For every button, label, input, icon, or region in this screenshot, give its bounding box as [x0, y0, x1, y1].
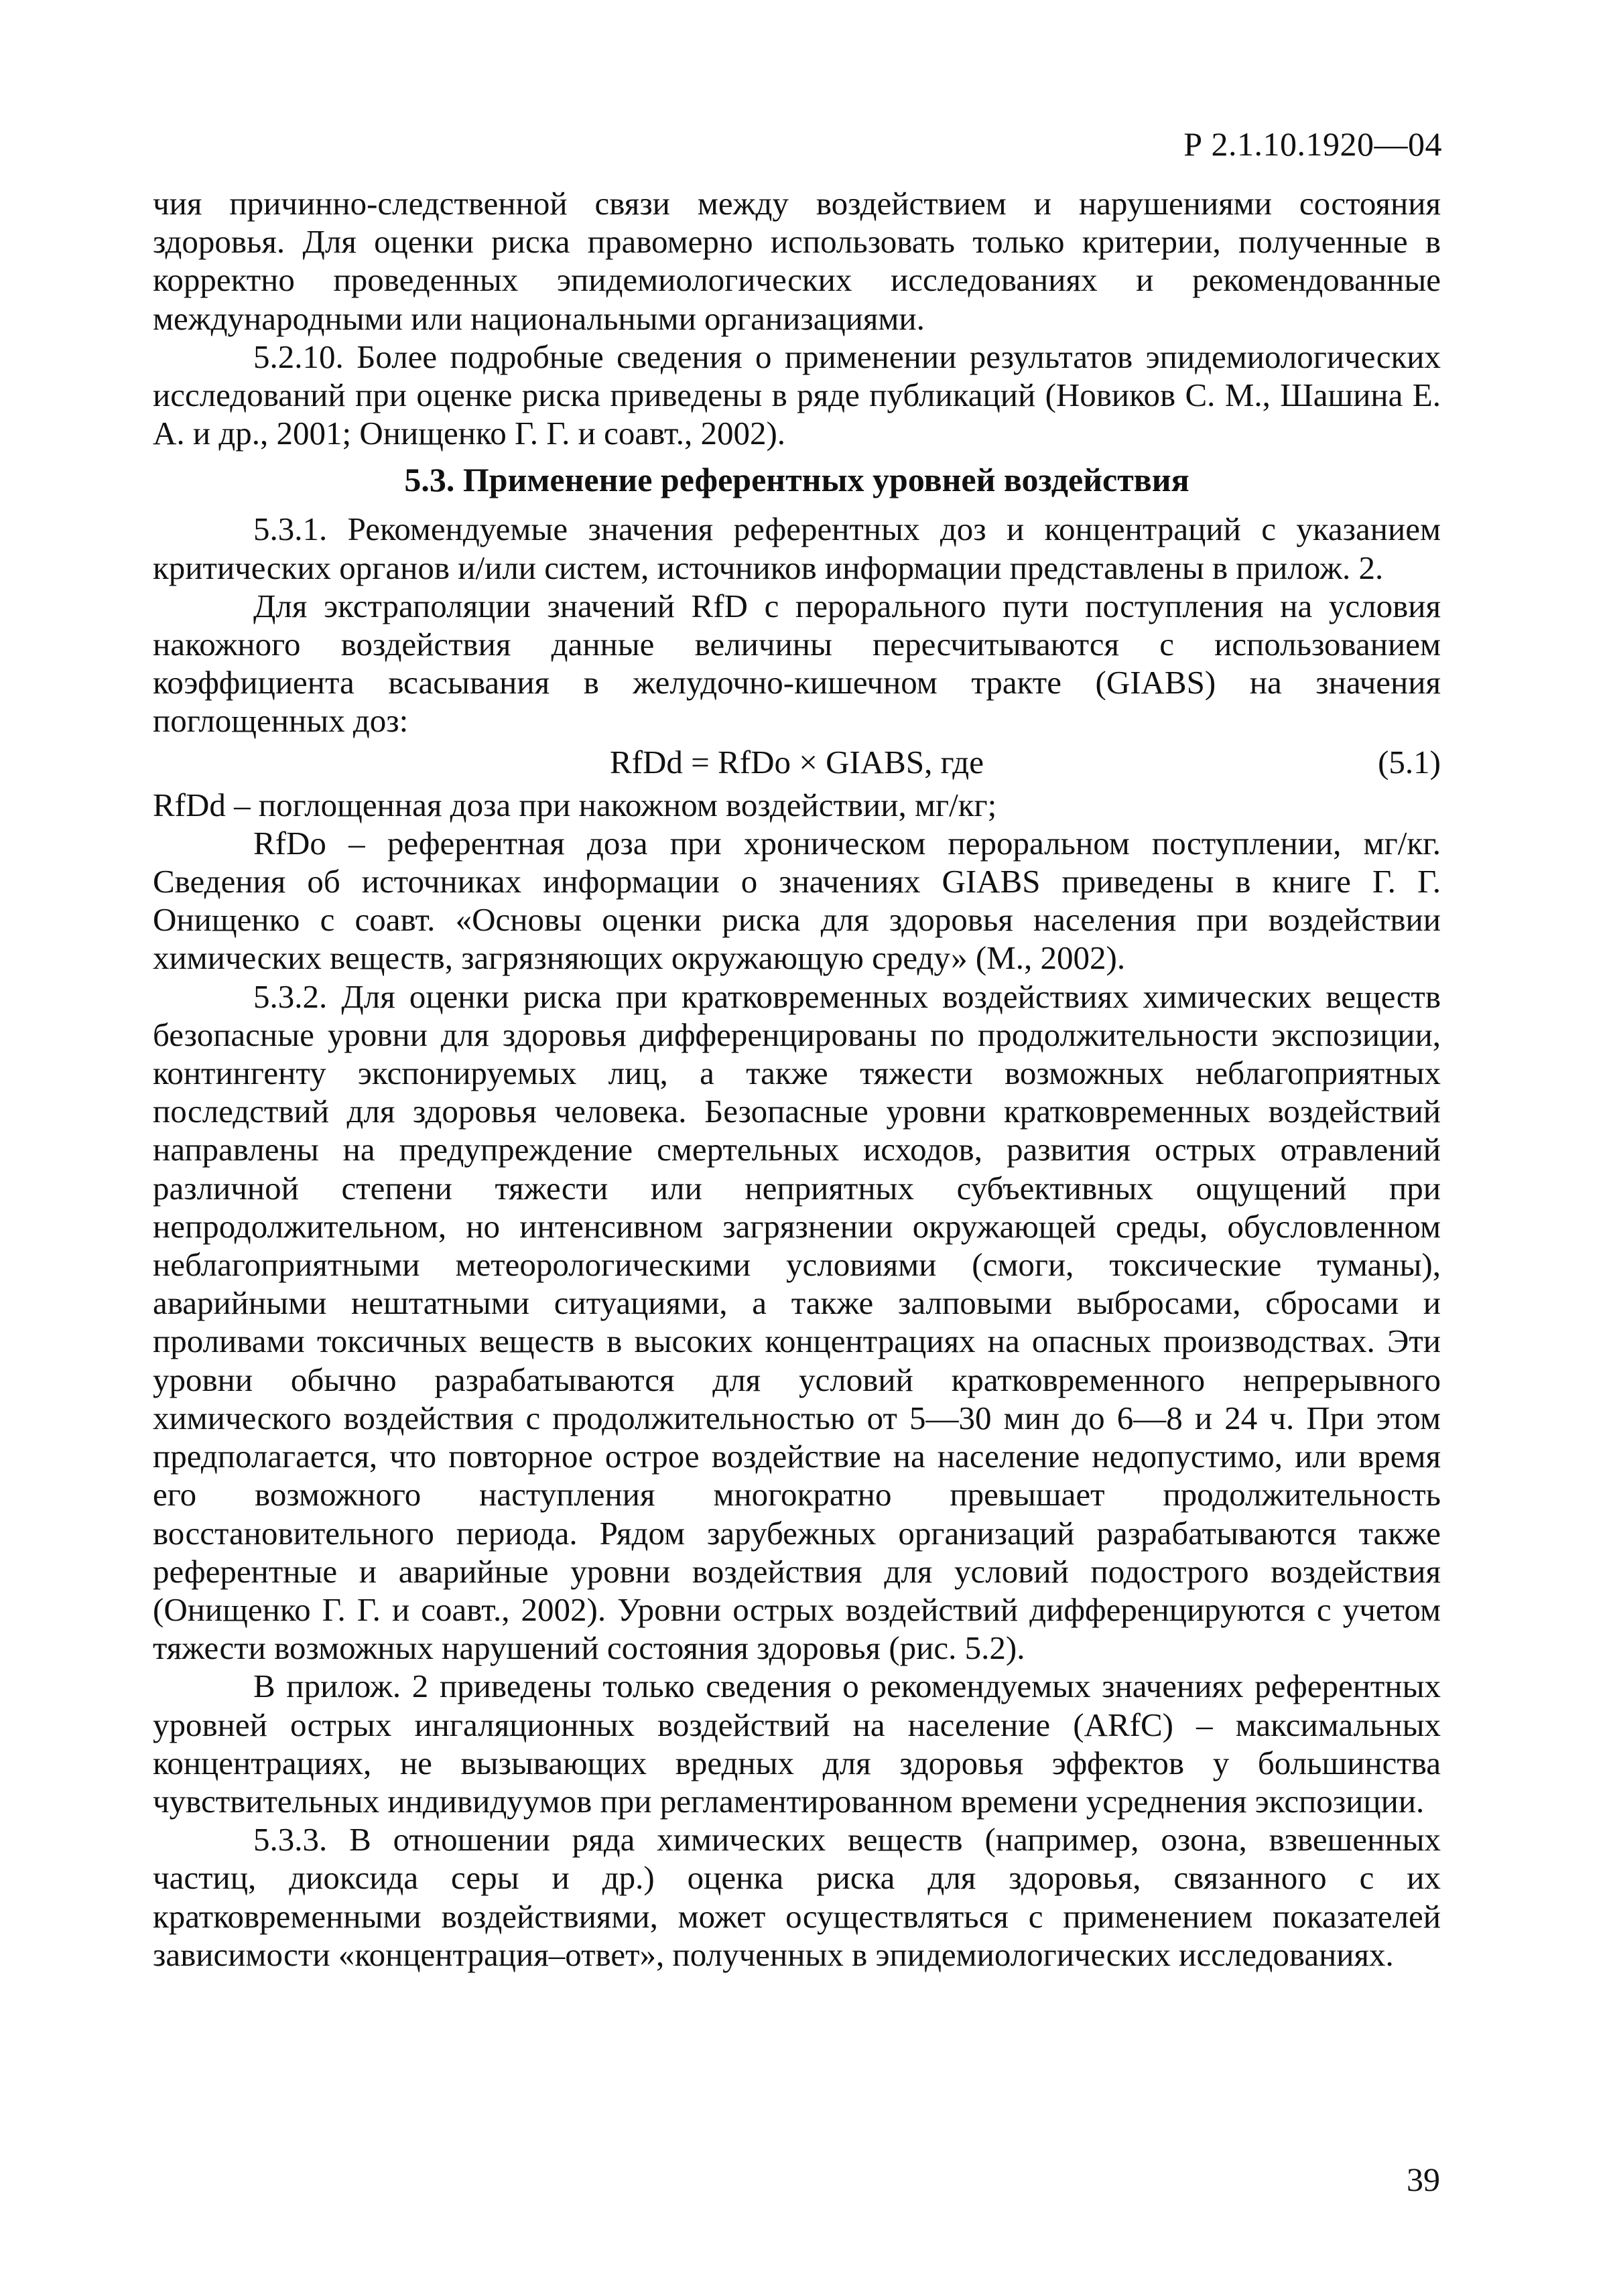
section-title-5-3: 5.3. Применение референтных уровней воздействия: [404, 461, 1189, 499]
document-code: Р 2.1.10.1920—04: [1183, 125, 1442, 163]
paragraph-rfdd-definition: RfDd – поглощенная доза при накожном воздействии, мг/кг;: [153, 786, 997, 823]
paragraph-rfdo-definition: RfDo – референтная доза при хроническом пероральном поступлении, мг/кг. Сведения об источниках информации о значениях GIABS приведены в книге Г. Г. Онищенко с соавт. «Основы оценки риска для здоровья населения при воздействии химических веществ, загрязняющих окружающую среду» (М., 2002).: [153, 824, 1441, 977]
paragraph-rfd-extrapolation: Для экстраполяции значений RfD с перорального пути поступления на условия накожного воздействия данные величины пересчитываются с использованием коэффициента всасывания в желудочно-кишечном тракте (GIABS) на значения поглощенных доз:: [153, 587, 1441, 740]
formula-5-1: [153, 743, 1441, 782]
paragraph-arfc: В прилож. 2 приведены только сведения о рекомендуемых значениях референтных уровней острых ингаляционных воздействий на население (ARfC) – максимальных концентрациях, не вызывающих вредных для здоровья эффектов у большинства чувствительных индивидуумов при регламентированном времени усреднения экспозиции.: [153, 1668, 1441, 1820]
formula-number: (5.1): [1378, 743, 1441, 781]
paragraph-5-3-2: 5.3.2. Для оценки риска при кратковременных воздействиях химических веществ безопасные уровни для здоровья дифференцированы по продолжительности экспозиции, контингенту экспонируемых лиц, а также тяжести возможных неблагоприятных последствий для здоровья человека. Безопасные уровни кратковременных воздействий направлены на предупреждение смертельных исходов, развития острых отравлений различной степени тяжести или неприятных субъективных ощущений при непродолжительном, но интенсивном загрязнении окружающей среды, обусловленном неблагоприятными метеорологическими условиями (смоги, токсические туманы), аварийными нештатными ситуациями, а также залповыми выбросами, сбросами и проливами токсичных веществ в высоких концентрациях на опасных производствах. Эти уровни обычно разрабатываются для условий кратковременного непрерывного химического воздействия с продолжительностью от 5—30 мин до 6—8 и 24 ч. При этом предполагается, что повторное острое воздействие на население недопустимо, или время его возможного наступления многократно превышает продолжительность восстановительного периода. Рядом зарубежных организаций разрабатываются также референтные и аварийные уровни воздействия для условий подострого воздействия (Онищенко Г. Г. и соавт., 2002). Уровни острых воздействий дифференцируются с учетом тяжести возможных нарушений состояния здоровья (рис. 5.2).: [153, 977, 1441, 1667]
page-content: [153, 184, 1441, 1974]
paragraph-5-2-10: 5.2.10. Более подробные сведения о применении результатов эпидемиологических исследований при оценке риска приведены в ряде публикаций (Новиков С. М., Шашина Е. А. и др., 2001; Онищенко Г. Г. и соавт., 2002).: [153, 338, 1441, 452]
formula-expression: RfDd = RfDo × GIABS, где: [610, 743, 984, 781]
paragraph-continuation: чия причинно-следственной связи между воздействием и нарушениями состояния здоровья. Для оценки риска правомерно использовать только критерии, полученные в корректно проведенных эпидемиологических исследованиях и рекомендованные международными или национальными организациями.: [153, 185, 1441, 337]
paragraph-5-3-3: 5.3.3. В отношении ряда химических веществ (например, озона, взвешенных частиц, диоксида серы и др.) оценка риска для здоровья, связанного с их кратковременными воздействиями, может осуществляться с применением показателей зависимости «концентрация–ответ», полученных в эпидемиологических исследованиях.: [153, 1821, 1441, 1973]
paragraph-5-3-1: 5.3.1. Рекомендуемые значения референтных доз и концентраций с указанием критических органов и/или систем, источников информации представлены в прилож. 2.: [153, 511, 1441, 586]
page-number: 39: [1407, 2161, 1440, 2198]
